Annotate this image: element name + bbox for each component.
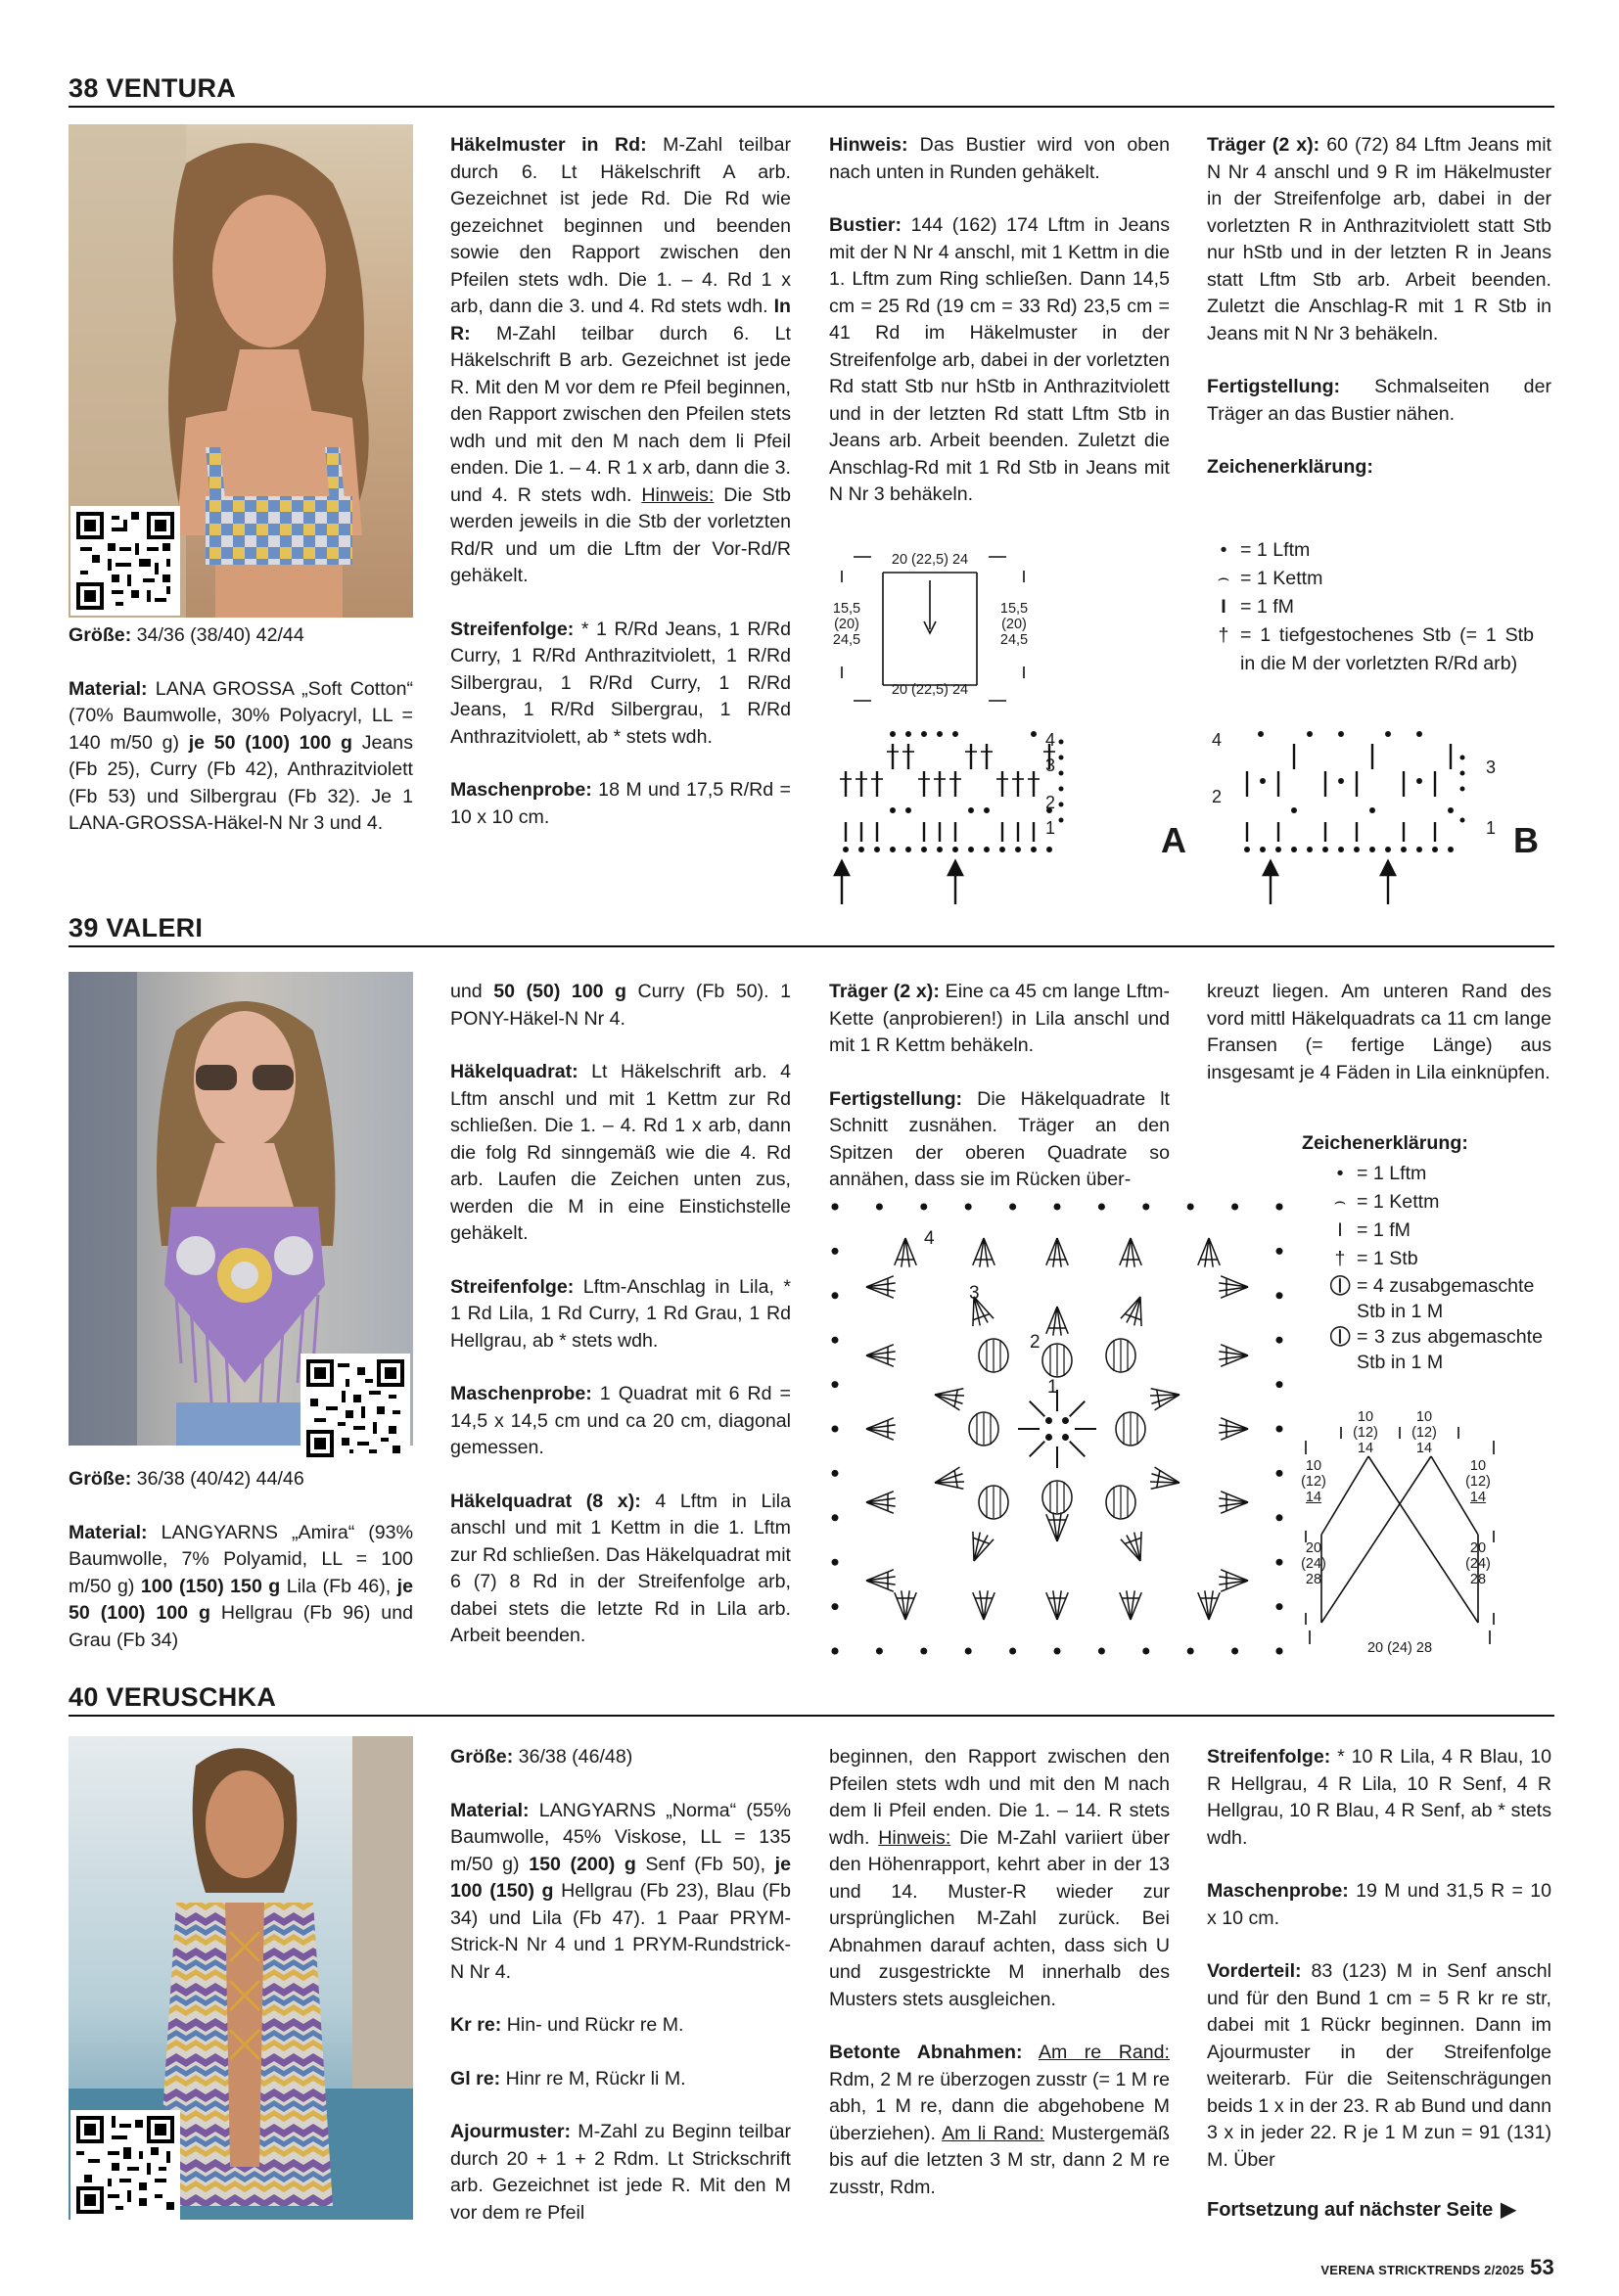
ventura-col-1 <box>69 622 413 838</box>
valeri-material: Material: LANGYARNS „Amira“ (93% Baumwolle, 7% Polyamid, LL = 100 m/50 g) 100 (150) 150 g Lila (Fb 46), je 50 (100) 100 g Hellgrau (Fb 96) und Grau (Fb 34) <box>69 1521 413 1651</box>
chain-dot <box>1142 1648 1149 1655</box>
valeri-size: Größe: 36/38 (40/42) 44/46 <box>69 1468 304 1490</box>
cluster-stitch <box>979 1339 1008 1372</box>
fan-stitch <box>1149 1384 1181 1410</box>
ventura-dim-left: 15,5 (20) 24,5 <box>832 601 861 648</box>
arc-icon: ⌢ <box>1333 1191 1347 1213</box>
ventura-col-2 <box>450 132 791 831</box>
chart-a-row-2: 2 <box>1045 793 1056 812</box>
chain-dot <box>1276 1204 1283 1211</box>
chart-a-row-3: 3 <box>1045 756 1056 775</box>
key-single-crochet: I = 1 fM <box>1302 1217 1552 1245</box>
ventura-traeger: Träger (2 x): 60 (72) 84 Lftm Jeans mit N Nr 4 anschl und 9 R im Häkelmuster in der Streifenfolge arb, dabei in der vorletzten R in Anthrazitviolett statt Stb nur hStb und in der letzten R in Jeans statt Lftm Stb arb. Arbeit beenden. Zuletzt die Anschlag-R mit 1 R Stb in Jeans mit N Nr 3 behäkeln. <box>1207 134 1551 344</box>
chain-dot <box>1142 1204 1149 1211</box>
chart-b-row-4: 4 <box>1212 730 1223 750</box>
fan-stitch <box>963 1530 994 1565</box>
key-slip-stitch: ⌢ = 1 Kettm <box>1302 1188 1552 1217</box>
veruschka-ajour-cont: beginnen, den Rapport zwischen den Pfeilen stets wdh und mit den M nach dem li Pfeil enden. Die 1. – 14. R stets wdh. Hinweis: Die M-Zahl variiert über den Höhenrapport, kehrt aber in der 13 und 14. Muster-R wieder zur ursprünglichen M-Zahl zurück. Bei Abnahmen darauf achten, dass sich U und zusgestrickte M innerhalb des Musters stets ausgleichen. <box>829 1746 1170 2010</box>
dot-icon: • <box>1220 539 1227 561</box>
valeri-key-title: Zeichenerklärung: <box>1302 1132 1468 1154</box>
granny-row-2: 2 <box>1030 1332 1041 1353</box>
chain-dot <box>876 1648 883 1655</box>
ventura-material: Material: LANA GROSSA „Soft Cotton“ (70% Baumwolle, 30% Polyacryl, LL = 140 m/50 g) je 50 (100) 100 g Jeans (Fb 25), Curry (Fb 42), Anthrazitviolett (Fb 53) und Silbergrau (Fb 32). Je 1 LANA-GROSSA-Häkel-N Nr 3 und 4. <box>69 677 413 834</box>
chain-dot <box>832 1603 839 1610</box>
fan-stitch <box>1219 1345 1248 1366</box>
chain-dot <box>1276 1470 1283 1477</box>
section-title-ventura: 38 VENTURA <box>69 72 1554 108</box>
fan-stitch <box>973 1238 995 1267</box>
veruschka-material: Material: LANGYARNS „Norma“ (55% Baumwolle, 45% Viskose, LL = 135 m/50 g) 150 (200) g Senf (Fb 50), je 100 (150) g Hellgrau (Fb 23), Blau (Fb 34) und Lila (Fb 47). 1 Paar PRYM-Strick-N Nr 4 und 1 PRYM-Rundstrick-N Nr 4. <box>450 1799 792 1983</box>
chain-dot <box>920 1204 927 1211</box>
cluster-3-icon: ⦶ <box>1329 1320 1351 1353</box>
ventura-col-4 <box>1207 132 1551 485</box>
chain-dot <box>832 1292 839 1299</box>
ventura-dim-right: 15,5 (20) 24,5 <box>999 601 1029 648</box>
fan-stitch <box>1120 1293 1150 1328</box>
veruschka-kr-re: Kr re: Hin- und Rückr re M. <box>450 2014 684 2036</box>
chart-a-label: A <box>1161 820 1186 860</box>
cluster-4-icon: ⦶ <box>1329 1269 1351 1302</box>
section-title-veruschka: 40 VERUSCHKA <box>69 1681 1554 1717</box>
chain-dot <box>1276 1514 1283 1521</box>
key-slip-stitch: ⌢ = 1 Kettm <box>1207 565 1540 593</box>
fan-stitch <box>895 1590 916 1620</box>
veruschka-vorderteil: Vorderteil: 83 (123) M in Senf anschl und für den Bund 1 cm = 5 R kr re str, dabei mit 1 Rückr beginnen. Dann im Ajourmuster in der Streifenfolge weiterarb. Für die Seitenschrägungen beids 1 x in der 23. R ab Bund und dann 3 x in jeder 22. R je 1 M zun = 91 (131) M. Über <box>1207 1960 1551 2171</box>
double-crochet-icon: † <box>1334 1248 1346 1269</box>
fan-stitch <box>1046 1307 1068 1336</box>
bar-icon: I <box>1337 1219 1343 1241</box>
page-number: 53 <box>1530 2255 1554 2279</box>
continued-next-page-link[interactable]: Fortsetzung auf nächster Seite ▶ <box>1207 2199 1516 2221</box>
chain-dot <box>1276 1248 1283 1255</box>
chain-dot <box>1009 1204 1016 1211</box>
ventura-dim-bottom: 20 (22,5) 24 <box>891 682 969 698</box>
fan-stitch <box>866 1418 896 1440</box>
fan-stitch <box>973 1590 995 1620</box>
valeri-quadrat: Häkelquadrat: Lt Häkelschrift arb. 4 Lftm anschl und mit 1 Kettm zur Rd schließen. Die 1. – 4. Rd 1 x arb, dann die folg Rd sinngemäß wie die 4. Rd arb. Laufen die Zeichen unten zus, werden die M in eine Einstichstelle gehäkelt. <box>450 1061 791 1244</box>
chain-dot <box>1062 1434 1069 1441</box>
chain-dot <box>1045 1434 1052 1441</box>
chain-dot <box>832 1559 839 1566</box>
fan-stitch <box>1219 1492 1248 1513</box>
ventura-qr-code[interactable] <box>70 506 180 616</box>
chain-dot <box>1276 1648 1283 1655</box>
fan-stitch <box>1120 1238 1141 1267</box>
chain-dot <box>1276 1292 1283 1299</box>
veruschka-gl-re: Gl re: Hinr re M, Rückr li M. <box>450 2067 686 2089</box>
cluster-stitch <box>979 1486 1008 1519</box>
valeri-traeger: Träger (2 x): Eine ca 45 cm lange Lftm-Kette (anprobieren!) in Lila anschl und mit 1 R Kettm behäkeln. <box>829 981 1170 1056</box>
chain-dot <box>1045 1417 1052 1424</box>
valeri-dim-right-top: 10 (12) 14 <box>1465 1458 1491 1505</box>
centre-stitch <box>1070 1442 1086 1457</box>
valeri-col-3 <box>829 979 1170 1194</box>
fan-stitch <box>1219 1570 1248 1591</box>
chain-dot <box>832 1381 839 1388</box>
valeri-col-1 <box>69 1466 413 1654</box>
granny-row-3: 3 <box>969 1283 980 1304</box>
fan-stitch <box>933 1467 965 1493</box>
cluster-stitch <box>969 1412 998 1446</box>
veruschka-ajour: Ajourmuster: M-Zahl zu Beginn teilbar durch 20 + 1 + 2 Rdm. Lt Strickschrift arb. Gezeichnet ist jede R. Mit den M vor dem re Pfeil <box>450 2121 791 2224</box>
chain-dot <box>1231 1648 1238 1655</box>
fan-stitch <box>1120 1530 1150 1565</box>
chain-dot <box>832 1514 839 1521</box>
ventura-bustier: Bustier: 144 (162) 174 Lftm in Jeans mit der N Nr 4 anschl, mit 1 Kettm in die 1. Lftm zum Ring schließen. Dann 14,5 cm = 25 Rd (19 cm = 33 Rd) 23,5 cm = 41 Rd im Häkelmuster in der Streifenfolge arb, dabei in der vorletzten Rd statt Stb nur hStb in Anthrazitviolett und in der letzten Rd statt Lftm Stb in Jeans arb. Arbeit beenden. Zuletzt die Anschlag-Rd mit 1 Rd Stb in Jeans mit N Nr 3 behäkeln. <box>829 214 1170 505</box>
valeri-col-2 <box>450 979 791 1650</box>
valeri-dim-left-bottom: 20 (24) 28 <box>1301 1540 1326 1587</box>
chain-dot <box>876 1204 883 1211</box>
ventura-streifenfolge: Streifenfolge: * 1 R/Rd Jeans, 1 R/Rd Curry, 1 R/Rd Anthrazitviolett, 1 R/Rd Silbergrau, 1 R/Rd Curry, 1 R/Rd Jeans, 1 R/Rd Silbergrau, 1 R/Rd Anthrazitviolett, ab * stets wdh. <box>450 618 791 748</box>
chain-dot <box>1187 1648 1194 1655</box>
key-spike-stitch: † = 1 tiefgestochenes Stb (= 1 Stb in die M der vorletzten R/Rd arb) <box>1207 621 1540 678</box>
fan-stitch <box>1219 1276 1248 1298</box>
chain-dot <box>1276 1559 1283 1566</box>
cluster-stitch <box>1106 1339 1135 1372</box>
granny-row-1: 1 <box>1047 1377 1058 1398</box>
ventura-symbol-key <box>1207 536 1540 678</box>
key-double-crochet: † = 1 Stb <box>1302 1245 1552 1273</box>
centre-stitch <box>1030 1442 1045 1457</box>
ventura-fertigstellung: Fertigstellung: Schmalseiten der Träger an das Bustier nähen. <box>1207 376 1551 425</box>
chain-dot <box>1054 1648 1061 1655</box>
ventura-size: Größe: 34/36 (38/40) 42/44 <box>69 624 304 646</box>
fan-stitch <box>1046 1590 1068 1620</box>
fan-stitch <box>1149 1467 1181 1493</box>
fan-stitch <box>1219 1418 1248 1440</box>
veruschka-col-4 <box>1207 1744 1551 2174</box>
chain-dot <box>1054 1204 1061 1211</box>
ventura-dim-top: 20 (22,5) 24 <box>891 552 969 568</box>
veruschka-col-3 <box>829 1744 1170 2201</box>
valeri-qr-code[interactable] <box>301 1354 410 1463</box>
chain-dot <box>920 1648 927 1655</box>
valeri-fertig-cont: kreuzt liegen. Am unteren Rand des vord mittl Häkelquadrats ca 11 cm lange Fransen (= fertige Länge) aus insgesamt je 4 Fäden in Lila einknüpfen. <box>1207 981 1551 1083</box>
chain-dot <box>1062 1417 1069 1424</box>
key-chain-stitch: • = 1 Lftm <box>1302 1160 1552 1188</box>
veruschka-size: Größe: 36/38 (46/48) <box>450 1746 633 1768</box>
centre-stitch <box>1030 1401 1045 1417</box>
chain-dot <box>832 1470 839 1477</box>
ventura-haekelmuster: Häkelmuster in Rd: M-Zahl teilbar durch 6. Lt Häkelschrift A arb. Gezeichnet ist jede Rd. Die Rd wie gezeichnet beginnen und beenden sowie den Rapport zwischen den Pfeilen stets wdh. Die 1. – 4. Rd 1 x arb, dann die 3. und 4. Rd stets wdh. In R: M-Zahl teilbar durch 6. Lt Häkelschrift B arb. Gezeichnet ist jede R. Mit den M vor dem re Pfeil beginnen, den Rapport zwischen den Pfeilen stets wdh und mit den M nach dem li Pfeil enden. Die 1. – 4. R 1 x arb, dann die 3. und 4. R stets wdh. Hinweis: Die Stb werden jeweils in die Stb der vorletzten Rd/R und um die Lftm der Vor-Rd/R gehäkelt. <box>450 134 791 586</box>
chain-dot <box>1276 1381 1283 1388</box>
valeri-quadrat-8: Häkelquadrat (8 x): 4 Lftm in Lila anschl und mit 1 Kettm in die 1. Lftm zur Rd schließen. Das Häkelquadrat mit 6 (7) 8 Rd in der Streifenfolge arb, dabei stets die letzte Rd in Lila arb. Arbeit beenden. <box>450 1490 791 1646</box>
chain-dot <box>965 1648 972 1655</box>
key-4-cluster: ⦶ = 4 zusabgemaschte Stb in 1 M <box>1302 1273 1552 1324</box>
key-3-cluster: ⦶ = 3 zus abgemaschte Stb in 1 M <box>1302 1324 1552 1375</box>
chain-dot <box>1098 1648 1105 1655</box>
veruschka-col-2 <box>450 1744 791 2227</box>
arc-icon: ⌢ <box>1217 568 1230 589</box>
granny-row-4: 4 <box>924 1228 935 1249</box>
chart-b-row-3: 3 <box>1486 758 1497 777</box>
valeri-col-4 <box>1207 979 1551 1086</box>
chart-b-label: B <box>1513 820 1539 860</box>
centre-stitch <box>1070 1401 1086 1417</box>
chain-dot <box>832 1204 839 1211</box>
fan-stitch <box>866 1345 896 1366</box>
fan-stitch <box>895 1238 916 1267</box>
fan-stitch <box>1198 1238 1220 1267</box>
key-single-crochet: I = 1 fM <box>1207 593 1540 621</box>
ventura-hinweis: Hinweis: Das Bustier wird von oben nach unten in Runden gehäkelt. <box>829 134 1170 183</box>
fan-stitch <box>1046 1512 1068 1541</box>
valeri-fertigstellung: Fertigstellung: Die Häkelquadrate lt Schnitt zusnähen. Träger an den Spitzen der oberen Quadrate so annähen, dass sie im Rücken über- <box>829 1087 1170 1190</box>
valeri-maschenprobe: Maschenprobe: 1 Quadrat mit 6 Rd = 14,5 x 14,5 cm und ca 20 cm, diagonal gemessen. <box>450 1383 791 1458</box>
cluster-stitch <box>1106 1486 1135 1519</box>
double-crochet-icon: † <box>1218 624 1229 646</box>
veruschka-streifenfolge: Streifenfolge: * 10 R Lila, 4 R Blau, 10 R Hellgrau, 4 R Lila, 10 R Senf, 4 R Hellgrau, 10 R Blau, 4 R Senf, ab * stets wdh. <box>1207 1746 1551 1849</box>
valeri-streifenfolge: Streifenfolge: Lftm-Anschlag in Lila, * 1 Rd Lila, 1 Rd Curry, 1 Rd Grau, 1 Rd Hellgrau, ab * stets wdh. <box>450 1275 791 1352</box>
ventura-key-title: Zeichenerklärung: <box>1207 456 1373 478</box>
chain-dot <box>832 1248 839 1255</box>
chain-dot <box>1098 1204 1105 1211</box>
veruschka-betonte-abnahmen: Betonte Abnahmen: Am re Rand: Rdm, 2 M re überzogen zusstr (= 1 M re abh, 1 M re, dann die abgehobene M überziehen). Am li Rand: Mustergemäß bis auf die letzten 3 M str, dann 2 M re zusstr, Rdm. <box>829 2042 1170 2198</box>
chain-dot <box>1276 1603 1283 1610</box>
chain-dot <box>1231 1204 1238 1211</box>
cluster-stitch <box>1042 1481 1072 1514</box>
chain-dot <box>1276 1337 1283 1344</box>
chain-dot <box>965 1204 972 1211</box>
page-footer <box>1320 2255 1554 2280</box>
veruschka-maschenprobe: Maschenprobe: 19 M und 31,5 R = 10 x 10 cm. <box>1207 1880 1551 1929</box>
ventura-maschenprobe: Maschenprobe: 18 M und 17,5 R/Rd = 10 x 10 cm. <box>450 779 791 828</box>
magazine-name: VERENA STRICKTRENDS 2/2025 <box>1320 2263 1525 2277</box>
chain-dot <box>832 1426 839 1433</box>
valeri-dim-bottom: 20 (24) 28 <box>1366 1640 1433 1656</box>
cluster-stitch <box>1116 1412 1145 1446</box>
section-title-valeri: 39 VALERI <box>69 912 1554 947</box>
play-arrow-icon: ▶ <box>1501 2199 1516 2221</box>
ventura-col-3 <box>829 132 1170 509</box>
chain-dot <box>832 1337 839 1344</box>
chart-a-row-4: 4 <box>1045 730 1056 750</box>
chain-dot <box>1187 1204 1194 1211</box>
valeri-dim-right-bottom: 20 (24) 28 <box>1465 1540 1491 1587</box>
fan-stitch <box>1120 1590 1141 1620</box>
chain-dot <box>1276 1426 1283 1433</box>
chart-b-row-2: 2 <box>1212 787 1223 806</box>
fan-stitch <box>866 1492 896 1513</box>
dot-icon: • <box>1336 1163 1344 1184</box>
key-chain-stitch: • = 1 Lftm <box>1207 536 1540 565</box>
fan-stitch <box>866 1570 896 1591</box>
chain-dot <box>832 1648 839 1655</box>
fan-stitch <box>933 1384 965 1410</box>
valeri-dim-top-left: 10 (12) 14 <box>1353 1409 1378 1456</box>
cluster-stitch <box>1042 1344 1072 1377</box>
valeri-symbol-key <box>1302 1129 1552 1375</box>
fan-stitch <box>866 1276 896 1298</box>
veruschka-qr-code[interactable] <box>70 2110 180 2220</box>
chart-b-row-1: 1 <box>1486 818 1497 838</box>
valeri-dim-left-top: 10 (12) 14 <box>1301 1458 1326 1505</box>
bar-icon: I <box>1221 596 1226 618</box>
chart-a-row-1: 1 <box>1045 818 1056 838</box>
valeri-dim-top-right: 10 (12) 14 <box>1411 1409 1437 1456</box>
valeri-material-cont: und 50 (50) 100 g Curry (Fb 50). 1 PONY-Häkel-N Nr 4. <box>450 981 791 1030</box>
fan-stitch <box>1046 1238 1068 1267</box>
fan-stitch <box>1198 1590 1220 1620</box>
chain-dot <box>1009 1648 1016 1655</box>
